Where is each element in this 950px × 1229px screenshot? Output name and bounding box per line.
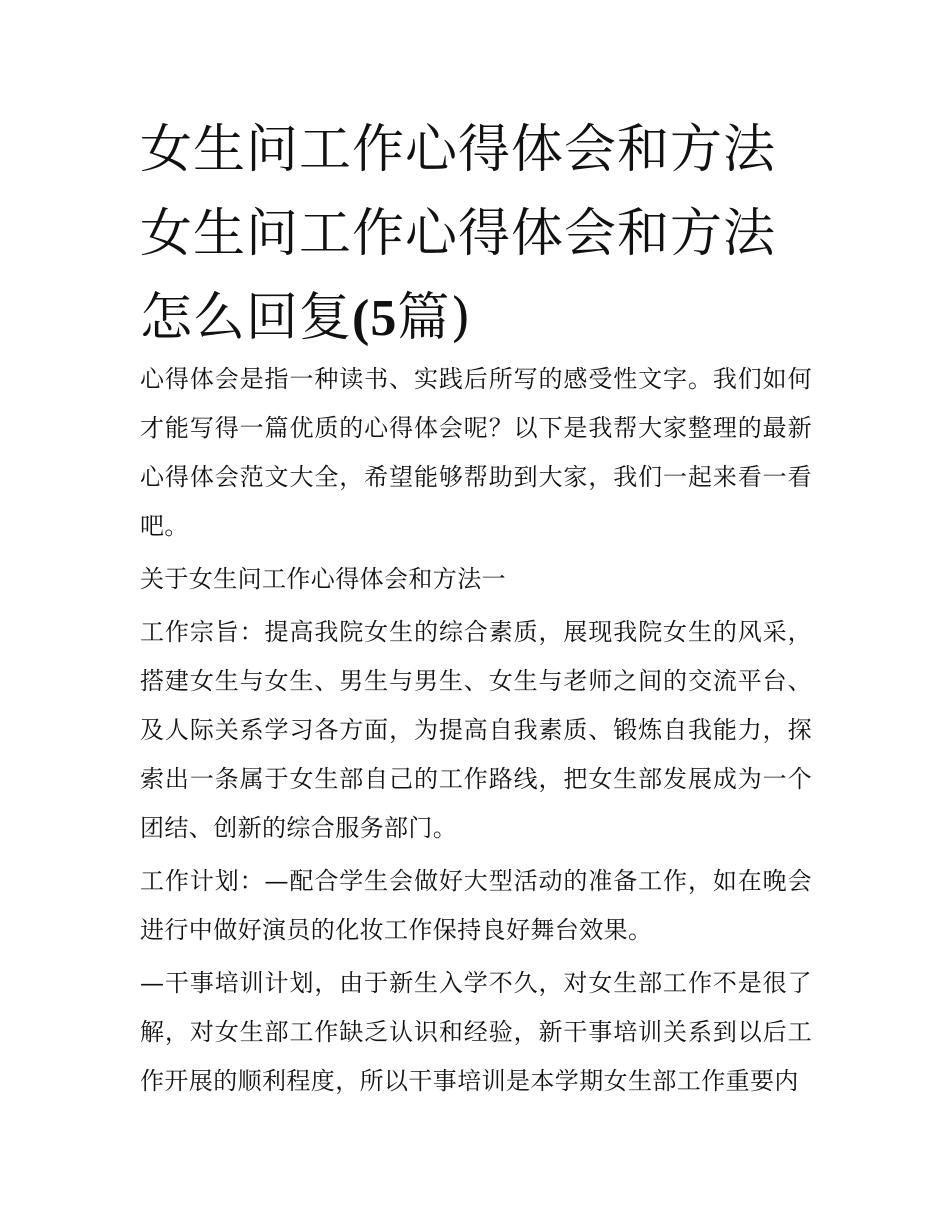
title-count: (5 [352,290,398,347]
work-plan-paragraph: 工作计划：—配合学生会做好大型活动的准备工作，如在晚会进行中做好演员的化妆工作保持良好舞台效果。 [140,867,812,944]
title-suffix: 篇) [397,288,472,348]
document-body [140,355,812,1110]
document-title [140,108,820,361]
work-purpose-paragraph: 工作宗旨：提高我院女生的综合素质，展现我院女生的风采，搭建女生与女生、男生与男生、女生与老师之间的交流平台、及人际关系学习各方面，为提高自我素质、锻炼自我能力，探索出一条属于女生部自己的工作路线，把女生部发展成为一个团结、创新的综合服务部门。 [140,618,812,842]
training-plan-paragraph: —干事培训计划，由于新生入学不久，对女生部工作不是很了解，对女生部工作缺乏认识和经验，新干事培训关系到以后工作开展的顺利程度，所以干事培训是本学期女生部工作重要内 [140,969,812,1095]
title-text: 女生问工作心得体会和方法 女生问工作心得体会和方法怎么回复 [140,120,777,348]
intro-paragraph: 心得体会是指一种读书、实践后所写的感受性文字。我们如何才能写得一篇优质的心得体会呢？以下是我帮大家整理的最新心得体会范文大全，希望能够帮助到大家，我们一起来看一看吧。 [140,365,812,540]
section-heading: 关于女生问工作心得体会和方法一 [140,565,506,593]
